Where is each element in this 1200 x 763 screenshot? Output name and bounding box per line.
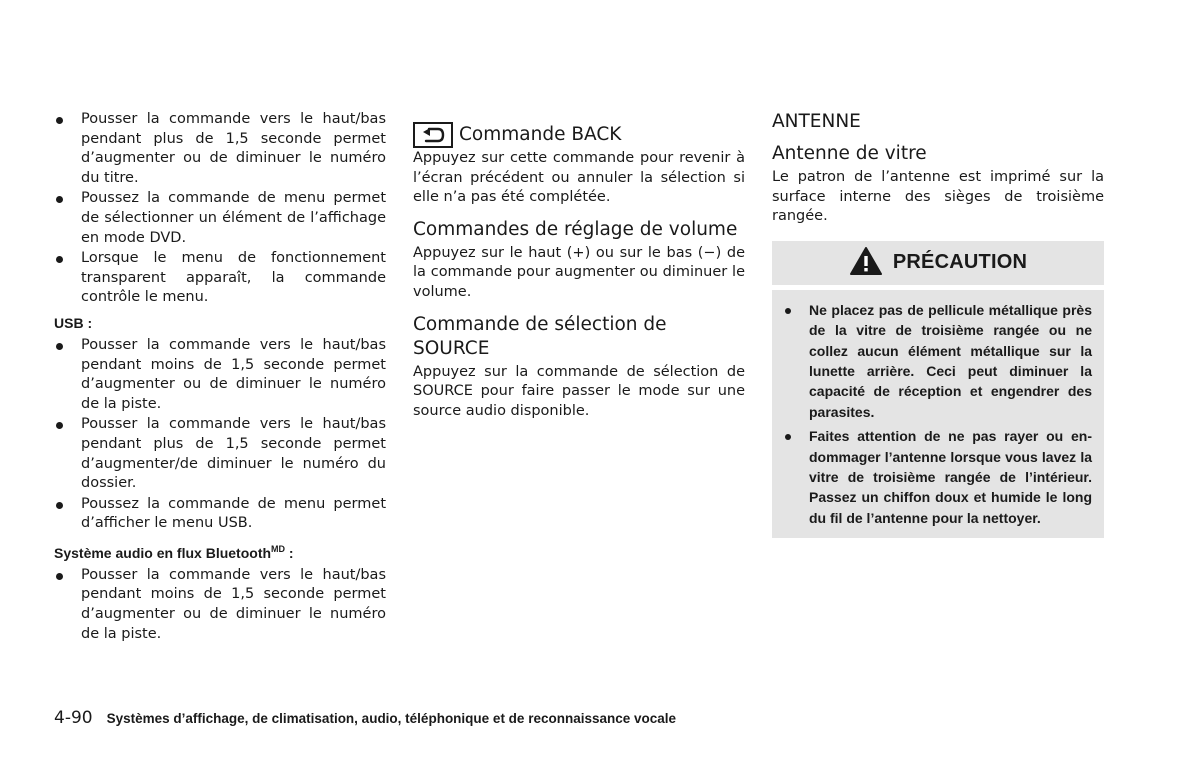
- list-item: Pousser la commande vers le haut/bas pendant moins de 1,5 seconde permet d’augmenter ou de diminuer le numéro de la piste.: [54, 336, 386, 414]
- caution-header: [772, 241, 1104, 285]
- antenna-heading: ANTENNE: [772, 111, 861, 132]
- column-left: [54, 110, 386, 645]
- glass-antenna-heading: Antenne de vitre: [772, 143, 927, 164]
- back-heading-row: [413, 122, 745, 148]
- source-description: Appuyez sur la commande de sélection de SOURCE pour faire passer le mode sur une source audio disponible.: [413, 363, 745, 419]
- list-item: Lorsque le menu de fonctionnement transparent apparaît, la commande contrôle le menu.: [54, 249, 386, 308]
- warning-triangle-icon: [849, 246, 883, 280]
- section-title: Systèmes d’affichage, de climatisation, audio, téléphonique et de reconnaissance vocale: [106, 711, 677, 726]
- bluetooth-label-text: Système audio en flux Bluetooth: [54, 544, 272, 561]
- page-number: 4-90: [54, 708, 93, 728]
- page-footer: [54, 708, 676, 728]
- column-middle: [413, 122, 745, 421]
- back-heading: Commande BACK: [459, 124, 622, 145]
- caution-item: Ne placez pas de pellicule métallique près de la vitre de troisième rangée ou ne collez aucun élément métallique sur la lunette arrière. Ceci peut diminuer la capacité de réception et engendrer des parasites.: [782, 300, 1092, 422]
- volume-heading: Commandes de réglage de volume: [413, 218, 738, 240]
- caution-item: Faites attention de ne pas rayer ou endommager l’antenne lorsque vous lavez la vitre de troisième rangée de l’intérieur. Passez un chiffon doux et humide le long du fil de l’antenne pour la nettoyer.: [782, 426, 1092, 528]
- volume-description: Appuyez sur le haut (+) ou sur le bas (−) de la commande pour augmenter ou diminuer le volume.: [413, 244, 745, 300]
- glass-antenna-description: Le patron de l’antenne est imprimé sur la surface interne des sièges de troisième rangée.: [772, 169, 1104, 225]
- caution-list: [782, 300, 1092, 528]
- bluetooth-audio-label: [54, 540, 386, 563]
- list-item: Poussez la commande de menu permet d’afficher le menu USB.: [54, 495, 386, 534]
- bullet-list-general: [54, 110, 386, 308]
- list-item: Pousser la commande vers le haut/bas pendant moins de 1,5 seconde permet d’augmenter ou de diminuer le numéro de la piste.: [54, 566, 386, 644]
- caution-body: [772, 290, 1104, 538]
- back-description: Appuyez sur cette commande pour revenir à l’écran précédent ou annuler la sélection si elle n’a pas été complétée.: [413, 150, 745, 206]
- column-right: [772, 110, 1104, 538]
- bluetooth-label-colon: :: [285, 544, 294, 561]
- bullet-list-bluetooth: [54, 566, 386, 644]
- list-item: Poussez la commande de menu permet de sélectionner un élément de l’affichage en mode DVD.: [54, 189, 386, 248]
- back-arrow-icon: [413, 122, 453, 148]
- bullet-list-usb: [54, 336, 386, 534]
- usb-label: USB :: [54, 314, 93, 331]
- list-item: Pousser la commande vers le haut/bas pendant plus de 1,5 seconde permet d’augmenter ou de diminuer le numéro du titre.: [54, 110, 386, 188]
- caution-title: PRÉCAUTION: [892, 251, 1028, 274]
- trademark-sup: MD: [271, 543, 286, 554]
- source-heading: Commande de sélection de SOURCE: [413, 313, 667, 359]
- list-item: Pousser la commande vers le haut/bas pendant plus de 1,5 seconde permet d’augmenter/de diminuer le numéro du dossier.: [54, 415, 386, 493]
